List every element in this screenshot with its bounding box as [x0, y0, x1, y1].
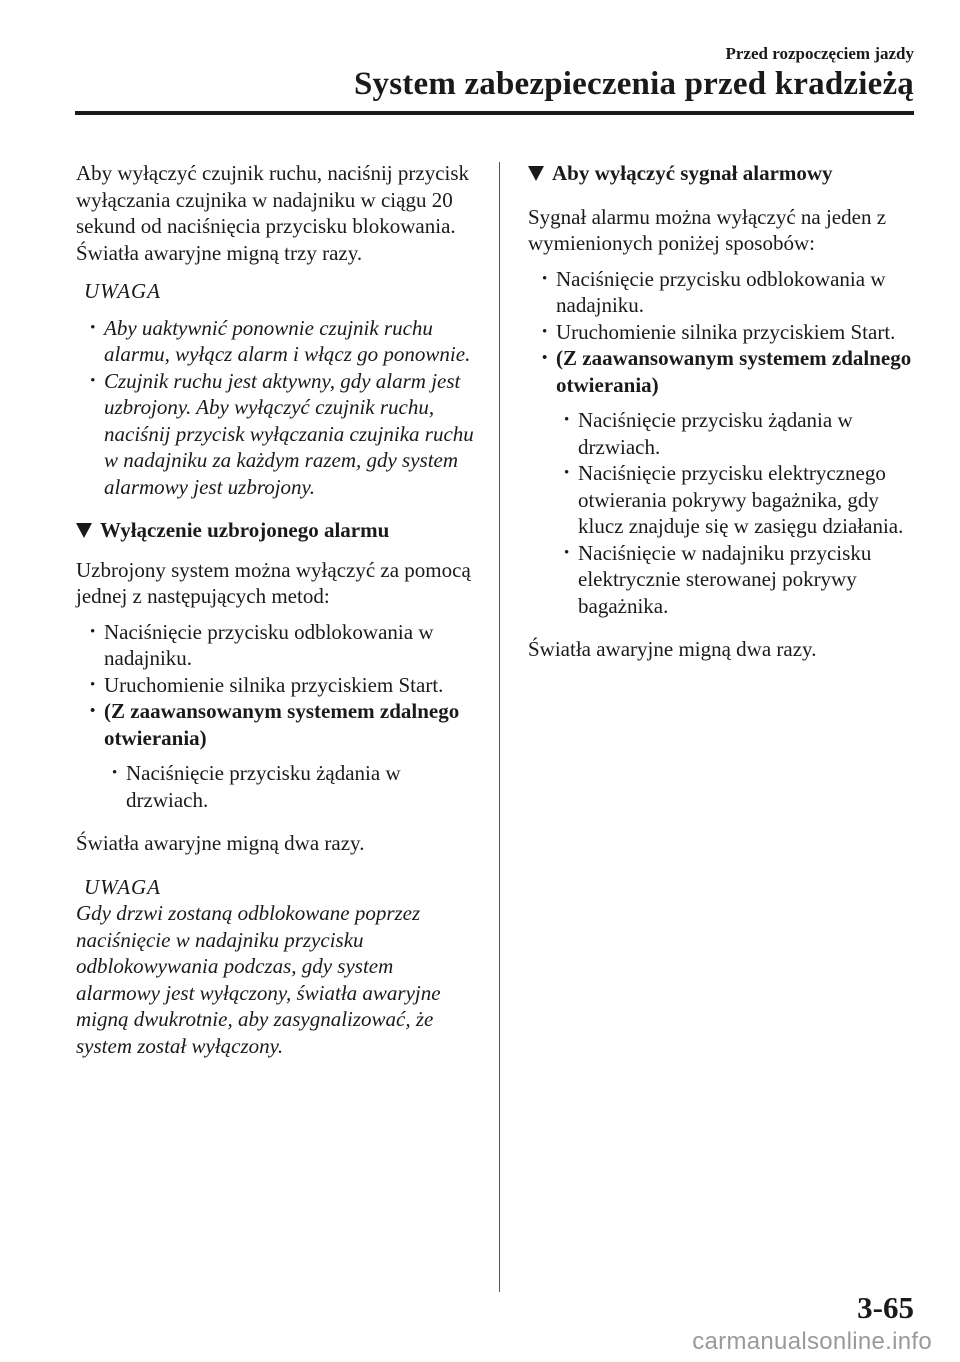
list-item-text: Naciśnięcie przycisku odblokowania w nadajniku.	[104, 619, 434, 670]
bullet-dot-icon: •	[564, 412, 570, 428]
page-number: 3-65	[857, 1290, 914, 1325]
outro-paragraph: Światła awaryjne migną dwa razy.	[528, 637, 817, 661]
list-item	[528, 540, 928, 620]
list-item-text: (Z zaawansowanym systemem zdalnego otwierania)	[556, 346, 912, 397]
list-item	[528, 460, 928, 540]
section-intro: Uzbrojony system można wyłączyć za pomocą jednej z następujących metod:	[76, 557, 471, 608]
bullet-dot-icon: •	[542, 270, 548, 287]
page-title: System zabezpieczenia przed kradzieżą	[353, 66, 914, 102]
bullet-list	[528, 266, 928, 399]
bullet-dot-icon: •	[542, 323, 548, 340]
list-item-text: Naciśnięcie przycisku żądania w drzwiach.	[578, 408, 853, 459]
section-heading	[528, 160, 928, 187]
bullet-dot-icon: •	[90, 676, 96, 693]
note-list	[76, 315, 476, 501]
list-item	[528, 319, 928, 346]
list-item	[528, 407, 928, 460]
section-intro: Sygnał alarmu można wyłączyć na jeden z wymienionych poniżej sposobów:	[528, 204, 887, 255]
list-item	[76, 698, 476, 751]
bullet-dot-icon: •	[90, 623, 96, 640]
note-item-text: Czujnik ruchu jest aktywny, gdy alarm jest uzbrojony. Aby wyłączyć czujnik ruchu, naciśnij przycisk wyłączania czujnika ruchu w nadajniku za każdym razem, gdy system alarmowy jest uzbrojony.	[104, 368, 474, 499]
list-item	[76, 672, 476, 699]
list-item	[76, 619, 476, 672]
bullet-dot-icon: •	[564, 544, 570, 561]
section-heading-text: Wyłączenie uzbrojonego alarmu	[100, 518, 390, 542]
bullet-list	[76, 619, 476, 752]
left-column	[76, 160, 476, 1059]
triangle-down-icon	[76, 523, 92, 538]
bullet-dot-icon: •	[90, 703, 96, 719]
note-item	[76, 315, 476, 368]
list-item-text: Naciśnięcie przycisku elektrycznego otwierania pokrywy bagażnika, gdy klucz znajduje się w zasięgu działania.	[578, 461, 904, 538]
header-rule	[75, 111, 914, 115]
note-heading: UWAGA	[84, 874, 162, 899]
intro-paragraph: Aby wyłączyć czujnik ruchu, naciśnij przycisk wyłączania czujnika w nadajniku w ciągu 20 sekund od naciśnięcia przycisku blokowania.	[76, 161, 470, 238]
column-divider	[499, 162, 500, 1292]
list-item	[528, 266, 928, 319]
note-item-text: Aby uaktywnić ponownie czujnik ruchu alarmu, wyłącz alarm i włącz go ponownie.	[104, 315, 471, 366]
list-item-text: (Z zaawansowanym systemem zdalnego otwierania)	[104, 699, 460, 750]
bullet-dot-icon: •	[542, 350, 548, 366]
intro-hazard-text: Światła awaryjne migną trzy razy.	[76, 240, 363, 265]
header-subtitle: Przed rozpoczęciem jazdy	[725, 44, 914, 63]
note-heading: UWAGA	[84, 279, 162, 303]
sub-bullet-list	[528, 407, 928, 619]
section-heading	[76, 517, 476, 544]
list-item-text: Naciśnięcie przycisku odblokowania w nadajniku.	[556, 266, 886, 317]
right-column	[528, 160, 928, 663]
bullet-dot-icon: •	[90, 319, 96, 336]
note-text: Gdy drzwi zostaną odblokowane poprzez naciśnięcie w nadajniku przycisku odblokowywania podczas, gdy system alarmowy jest wyłączony, światła awaryjne migną dwukrotnie, aby zasygnalizować, że system został wyłączony.	[76, 901, 441, 1058]
list-item	[528, 345, 928, 398]
bullet-dot-icon: •	[112, 765, 118, 781]
outro-paragraph: Światła awaryjne migną dwa razy.	[76, 831, 365, 855]
list-item-text: Naciśnięcie przycisku żądania w drzwiach.	[126, 761, 401, 812]
list-item-text: Uruchomienie silnika przyciskiem Start.	[104, 672, 444, 697]
bullet-dot-icon: •	[90, 372, 96, 389]
triangle-down-icon	[528, 166, 544, 181]
note-item	[76, 368, 476, 501]
list-item-text: Naciśnięcie w nadajniku przycisku elektrycznie sterowanej pokrywy bagażnika.	[578, 540, 872, 618]
bullet-dot-icon: •	[564, 465, 570, 481]
watermark: carmanualsonline.info	[692, 1328, 932, 1355]
section-heading-text: Aby wyłączyć sygnał alarmowy	[552, 161, 833, 185]
list-item-text: Uruchomienie silnika przyciskiem Start.	[556, 319, 896, 344]
sub-bullet-list	[76, 760, 476, 813]
list-item	[76, 760, 476, 813]
